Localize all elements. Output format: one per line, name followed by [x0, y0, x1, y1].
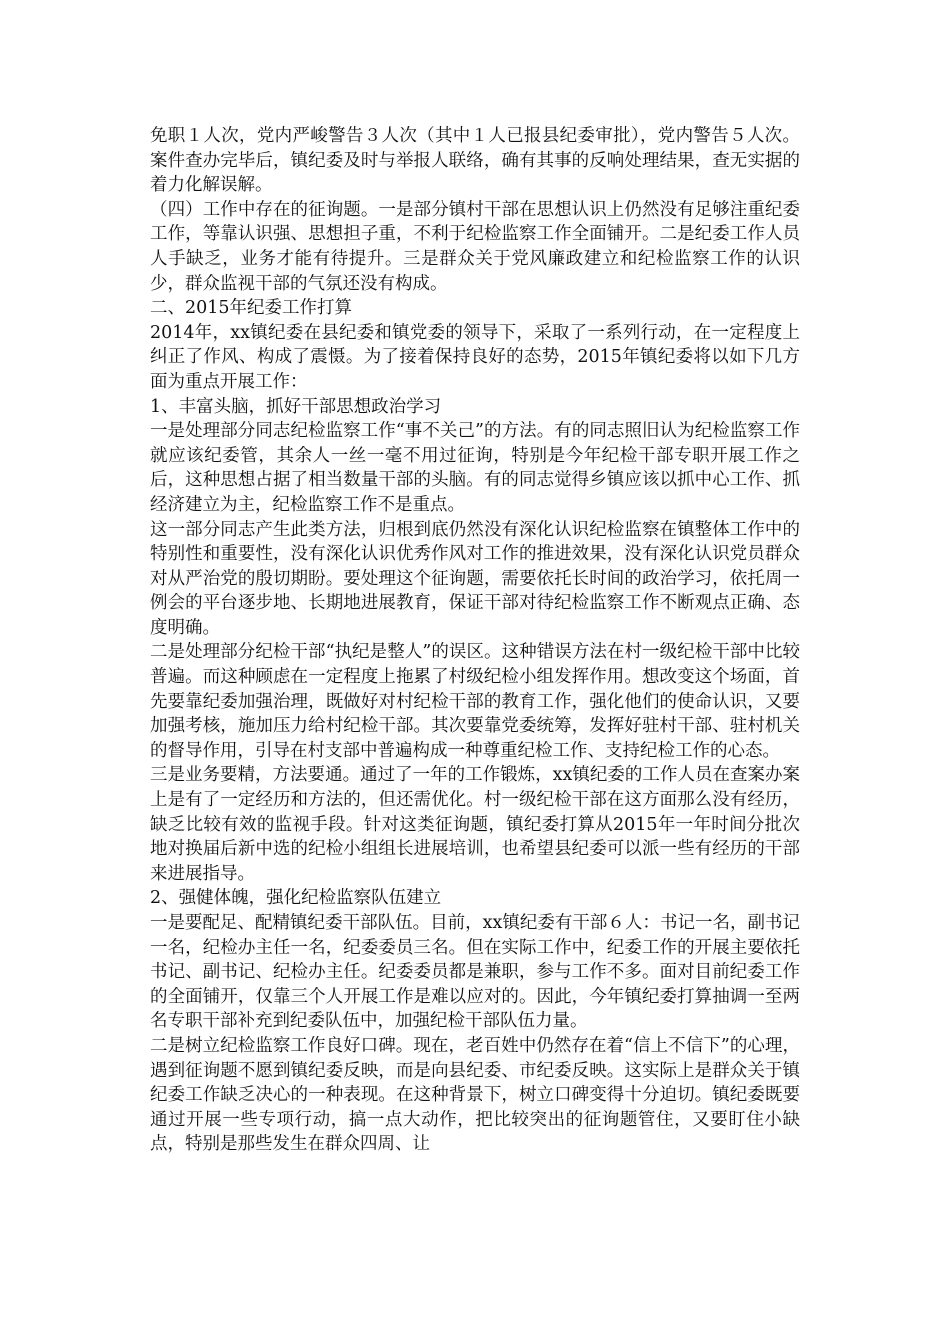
paragraph: 免职１人次，党内严峻警告３人次（其中１人已报县纪委审批），党内警告５人次。案件查办完毕后，镇纪委及时与举报人联络，确有其事的反响处理结果，查无实据的着力化解误解。 — [150, 126, 800, 196]
paragraph: 这一部分同志产生此类方法，归根到底仍然没有深化认识纪检监察在镇整体工作中的特别性和重要性，没有深化认识优秀作风对工作的推进效果，没有深化认识党员群众对从严治党的殷切期盼。要处理这个征询题，需要依托长时间的政治学习，依托周一例会的平台逐步地、长期地进展教育，保证干部对待纪检监察工作不断观点正确、态度明确。 — [150, 519, 800, 638]
paragraph: 二是处理部分纪检干部“执纪是整人”的误区。这种错误方法在村一级纪检干部中比较普遍。而这种顾虑在一定程度上拖累了村级纪检小组发挥作用。想改变这个场面，首先要靠纪委加强治理，既做好对村纪检干部的教育工作，强化他们的使命认识，又要加强考核，施加压力给村纪检干部。其次要靠党委统筹，发挥好驻村干部、驻村机关的督导作用，引导在村支部中普遍构成一种尊重纪检工作、支持纪检工作的心态。 — [150, 642, 800, 761]
paragraph: 一是要配足、配精镇纪委干部队伍。目前，xx镇纪委有干部６人：书记一名，副书记一名，纪检办主任一名，纪委委员三名。但在实际工作中，纪委工作的开展主要依托书记、副书记、纪检办主任。纪委委员都是兼职，参与工作不多。面对目前纪委工作的全面铺开，仅靠三个人开展工作是难以应对的。因此，今年镇纪委打算抽调一至两名专职干部补充到纪委队伍中，加强纪检干部队伍力量。 — [150, 913, 800, 1032]
subsection-heading: 2、强健体魄，强化纪检监察队伍建立 — [150, 888, 442, 909]
paragraph: 三是业务要精，方法要通。通过了一年的工作锻炼，xx镇纪委的工作人员在查案办案上是有了一定经历和方法的，但还需优化。村一级纪检干部在这方面那么没有经历，缺乏比较有效的监视手段。针对这类征询题，镇纪委打算从2015年一年时间分批次地对换届后新中选的纪检小组组长进展培训，也希望县纪委可以派一些有经历的干部来进展指导。 — [150, 765, 800, 884]
document-body — [150, 124, 800, 1157]
section-heading: 二、2015年纪委工作打算 — [150, 298, 353, 319]
paragraph: 一是处理部分同志纪检监察工作“事不关己”的方法。有的同志照旧认为纪检监察工作就应该纪委管，其余人一丝一毫不用过征询，特别是今年纪检干部专职开展工作之后，这种思想占据了相当数量干部的头脑。有的同志觉得乡镇应该以抓中心工作、抓经济建立为主，纪检监察工作不是重点。 — [150, 421, 800, 515]
paragraph: （四）工作中存在的征询题。一是部分镇村干部在思想认识上仍然没有足够注重纪委工作，等靠认识强、思想担子重，不利于纪检监察工作全面铺开。二是纪委工作人员人手缺乏，业务才能有待提升。三是群众关于党风廉政建立和纪检监察工作的认识少，群众监视干部的气氛还没有构成。 — [150, 199, 800, 294]
paragraph: 二是树立纪检监察工作良好口碑。现在，老百姓中仍然存在着“信上不信下”的心理，遇到征询题不愿到镇纪委反映，而是向县纪委、市纪委反映。这实际上是群众关于镇纪委工作缺乏决心的一种表现。在这种背景下，树立口碑变得十分迫切。镇纪委既要通过开展一些专项行动，搞一点大动作，把比较突出的征询题管住，又要盯住小缺点，特别是那些发生在群众四周、让 — [150, 1035, 800, 1155]
paragraph: 2014年，xx镇纪委在县纪委和镇党委的领导下，采取了一系列行动，在一定程度上纠正了作风、构成了震慑。为了接着保持良好的态势，2015年镇纪委将以如下几方面为重点开展工作： — [150, 322, 800, 392]
subsection-heading: 1、丰富头脑，抓好干部思想政治学习 — [150, 396, 442, 417]
